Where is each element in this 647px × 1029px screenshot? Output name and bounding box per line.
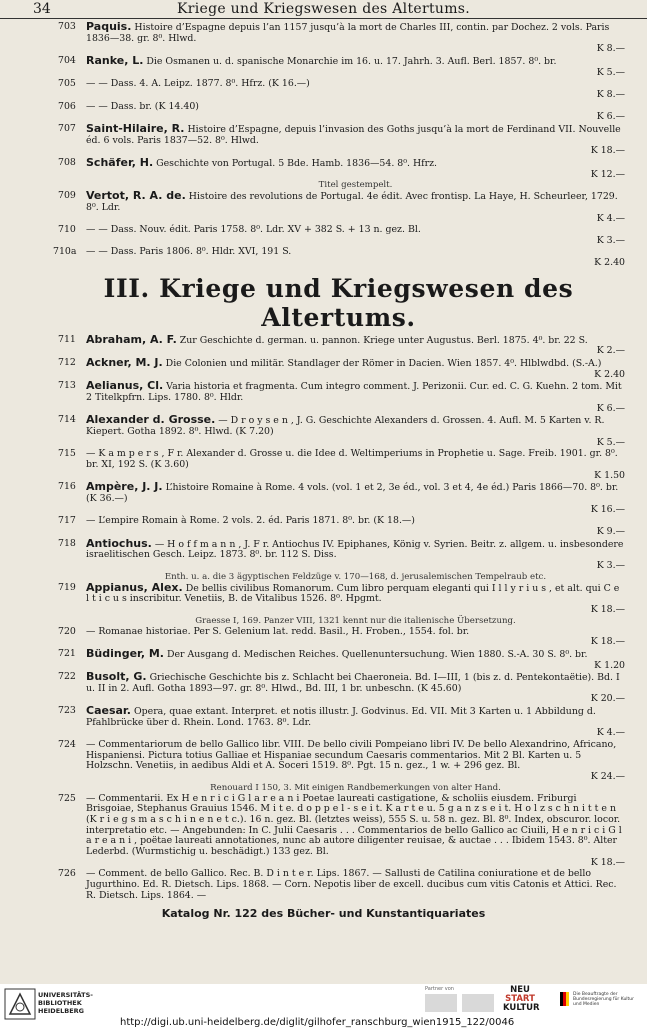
university-seal-icon	[4, 988, 36, 1020]
entry-price: K 2.40	[594, 257, 625, 269]
entry-description: — H o f f m a n n , J. F r. Antiochus IV. Epiphanes, König v. Syrien. Beitr. z. allgem. u. insbesondere israelitischen Gesch. Leipz. 1873. 8⁰. br. 112 S. Diss.	[86, 538, 624, 561]
entry-number: 716	[58, 481, 76, 493]
entry-number: 707	[58, 122, 76, 134]
catalog-entry	[0, 22, 647, 55]
catalog-entry	[0, 121, 647, 157]
entry-description: Der Ausgang d. Medischen Reiches. Quellenuntersuchung. Wien 1880. S.-A. 30 S. 8⁰. br.	[166, 648, 588, 660]
catalog-entry	[0, 672, 647, 705]
entry-description: — Romanae historiae. Per S. Gelenium lat. redd. Basil., H. Froben., 1554. fol. br.	[86, 625, 470, 637]
entry-number: 724	[58, 739, 76, 751]
entry-description: — — Dass. 4. A. Leipz. 1877. 8⁰. Hfrz. (K 16.—)	[86, 78, 310, 90]
entry-price: K 2.—	[596, 345, 625, 357]
entry-author: Busolt, G.	[86, 670, 147, 684]
catalog-entry	[0, 381, 647, 414]
catalog-entry	[0, 247, 647, 268]
entry-price: K 4.—	[596, 727, 625, 739]
catalog-entry	[0, 794, 647, 869]
entry-description: Die Colonien und militär. Standlager der Römer in Dacien. Wien 1857. 4⁰. Hlblwdbd. (S.-A.)	[165, 358, 602, 370]
university-name: UNIVERSITÄTS- BIBLIOTHEK HEIDELBERG	[38, 991, 93, 1015]
entry-price: K 2.40	[594, 368, 625, 380]
entry-number: 710	[58, 224, 76, 236]
section-heading: III. Kriege und Kriegswesen des Altertums.	[103, 273, 574, 332]
entry-description: — — Dass. Nouv. édit. Paris 1758. 8⁰. Ldr. XV + 382 S. + 13 n. gez. Bl.	[86, 224, 421, 236]
entry-price: K 3.—	[596, 559, 625, 571]
catalog-entry	[0, 449, 647, 481]
catalog-entry	[0, 102, 647, 123]
entry-description: Histoire d’Espagne, depuis l’invasion des Goths jusqu’à la mort de Ferdinand VII. Nouvelle éd. 6 vols. Paris 1837—52. 8⁰. Hlwd.	[86, 123, 621, 146]
catalog-entry	[0, 580, 647, 626]
entry-author: Abraham, A. F.	[86, 332, 177, 346]
entry-number: 717	[58, 515, 76, 527]
entry-description: — K a m p e r s , F r. Alexander d. Grosse u. die Idee d. Weltimperiums in Prophetie u. Sage. Freib. 1901. gr. 8⁰. br. XI, 192 S. (K 3.60)	[86, 448, 618, 470]
entry-footnote: Titel gestempelt.	[318, 180, 393, 191]
entry-description: — — Dass. br. (K 14.40)	[86, 100, 199, 112]
entry-number: 714	[58, 414, 76, 426]
entry-price: K 18.—	[590, 145, 625, 157]
entry-description: Varia historia et fragmenta. Cum integro comment. J. Perizonii. Cur. ed. C. G. Kuehn. 2 tom. Mit 2 Titelkpfrn. Lips. 1780. 8⁰. Hldr.	[86, 381, 622, 404]
entry-number: 721	[58, 647, 76, 659]
entry-footnote: Renouard I 150, 3. Mit einigen Randbemerkungen von alter Hand.	[210, 782, 501, 793]
entry-description: — Comment. de bello Gallico. Rec. B. D i n t e r. Lips. 1867. — Sallusti de Catilina coniuratione et de bello Jugurthino. Ed. R. Dietsch. Lips. 1868. — Corn. Nepotis liber de excell. ducibus cum vitis Catonis et Attici. Rec. R. Dietsch. Lips. 1864. —	[86, 868, 617, 901]
entry-author: Caesar.	[86, 704, 131, 718]
catalog-footer: Katalog Nr. 122 des Bücher- und Kunstantiquariates	[161, 907, 486, 920]
entry-price: K 8.—	[596, 43, 625, 55]
entry-number: 704	[58, 54, 76, 66]
entry-author: Ackner, M. J.	[86, 356, 163, 370]
entry-number: 722	[58, 671, 76, 683]
entry-price: K 12.—	[590, 168, 625, 180]
entry-number: 715	[58, 448, 76, 460]
entry-price: K 18.—	[590, 856, 625, 868]
entry-price: K 9.—	[596, 525, 625, 537]
entry-price: K 5.—	[596, 436, 625, 448]
entry-price: K 4.—	[596, 212, 625, 224]
entry-description: — Commentariorum de bello Gallico libr. VIII. De bello civili Pompeiano libri IV. De bello Alexandrino, Africano, Hispaniensi. Pictura totius Galliae et Hispaniae secundum Caesaris commentarios. Mit 2 Bl. Karten u. 5 Holzschn. Venetiis, in aedibus Aldi et A. Soceri 1519. 8⁰. Pgt. 15 n. gez., 1 w. + 296 gez. Bl.	[86, 739, 617, 772]
entry-price: K 1.20	[594, 659, 625, 671]
catalog-entry	[0, 415, 647, 448]
entry-number: 726	[58, 868, 76, 880]
entry-price: K 8.—	[596, 88, 625, 100]
entry-number: 719	[58, 581, 76, 593]
entry-author: Alexander d. Grosse.	[86, 413, 216, 427]
catalog-entry	[0, 646, 647, 671]
catalog-entry	[0, 225, 647, 246]
entry-description: Histoire des revolutions de Portugal. 4e édit. Avec frontisp. La Haye, H. Scheurleer, 1729. 8⁰. Ldr.	[86, 191, 618, 213]
entry-description: Geschichte von Portugal. 5 Bde. Hamb. 1836—54. 8⁰. Hfrz.	[156, 157, 438, 169]
catalog-body	[0, 22, 647, 902]
entry-number: 718	[58, 537, 76, 549]
source-url-link[interactable]: http://digi.ub.uni-heidelberg.de/diglit/gilhofer_ranschburg_wien1915_122/0046	[120, 1017, 515, 1028]
catalog-entry	[0, 482, 647, 515]
entry-footnote: Enth. u. a. die 3 ägyptischen Feldzüge v. 170—168, d. jerusalemischen Tempelraub etc.	[164, 571, 547, 582]
catalog-entry	[0, 155, 647, 191]
entry-description: Opera, quae extant. Interpret. et notis illustr. J. Godvinus. Ed. VII. Mit 3 Karten u. 1 Abbildung d. Pfahlbrücke über d. Rhein. Lond. 1763. 8⁰. Ldr.	[86, 706, 596, 728]
entry-price: K 18.—	[590, 603, 625, 615]
entry-description: — L’empire Romain à Rome. 2 vols. 2. éd. Paris 1871. 8⁰. br. (K 18.—)	[86, 515, 415, 527]
catalog-entry	[0, 53, 647, 78]
entry-number: 712	[58, 357, 76, 369]
entry-price: K 6.—	[596, 402, 625, 414]
entry-footnote: Graesse I, 169. Panzer VIII, 1321 kennt nur die italienische Übersetzung.	[195, 615, 516, 626]
catalog-entry	[0, 79, 647, 100]
partner-label: Partner von	[425, 986, 454, 992]
entry-number: 720	[58, 625, 76, 637]
catalog-entry	[0, 706, 647, 739]
entry-number: 710a	[53, 246, 77, 258]
entry-price: K 1.50	[594, 469, 625, 481]
entry-number: 723	[58, 705, 76, 717]
catalog-entry	[0, 191, 647, 224]
entry-description: De bellis civilibus Romanorum. Cum libro perquam eleganti qui I l l y r i u s , et alt. qui C e l t i c u s inscribitur. Venetiis, B. de Vitalibus 1526. 8⁰. Hpgmt.	[86, 582, 620, 605]
entry-number: 708	[58, 156, 76, 168]
entry-description: Griechische Geschichte bis z. Schlacht bei Chaeroneia. Bd. I—III, 1 (bis z. d. Pentekontaëtie). Bd. I u. II in 2. Aufl. Gotha 1893—97. gr. 8⁰. Hlwd., Bd. III, 1 br. unbeschn. (K 45.60)	[86, 672, 620, 694]
entry-author: Büdinger, M.	[86, 646, 164, 660]
entries-section-three	[0, 332, 647, 902]
entry-price: K 24.—	[590, 771, 625, 783]
entry-author: Saint-Hilaire, R.	[86, 121, 185, 135]
entry-description: Die Osmanen u. d. spanische Monarchie im 16. u. 17. Jahrh. 3. Aufl. Berl. 1857. 8⁰. br.	[146, 55, 557, 67]
neustart-kultur-logo: NEU START KULTUR	[503, 985, 540, 1013]
entry-description: L’histoire Romaine à Rome. 4 vols. (vol. 1 et 2, 3e éd., vol. 3 et 4, 4e éd.) Paris 1866—70. 8⁰. br. (K 36.—)	[86, 482, 619, 504]
entry-author: Paquis.	[86, 20, 132, 33]
entry-description: Zur Geschichte d. german. u. pannon. Kriege unter Augustus. Berl. 1875. 4⁰. br. 22 S.	[179, 334, 588, 346]
entry-price: K 16.—	[590, 503, 625, 515]
running-title: Kriege und Kriegswesen des Altertums.	[176, 1, 471, 17]
entry-author: Appianus, Alex.	[86, 580, 183, 594]
catalog-entry	[0, 536, 647, 582]
entry-number: 709	[58, 190, 76, 202]
entry-author: Ampère, J. J.	[86, 480, 163, 494]
entry-description: — Commentarii. Ex H e n r i c i G l a r e a n i Poetae laureati castigatione, & scholiis eiusdem. Friburgi Brisgoiae, Stephanus Grauius 1546. M i t e. d o p p e l - s e i t. K a r t e u. 5 g a n z s e i t. H o l z s c h n i t t e n (K r i e g s m a s c h i n e n e t c.). 16 n. gez. Bl. (letztes weiss), 555 S. u. 58 n. gez. Bl. 8⁰. Index, obscuror. locor. interpretatio etc. — Angebunden: In C. Julii Caesaris . . . Commentarios de bello Gallico ac Ciuili, H e n r i c i G l a r e a n i , poëtae laureati annotationes, nunc ab autore diligenter reuisae, & auctae . . . Ibidem 1543. 8⁰. Alter Lederbd. (Wurmstichig u. beschädigt.) 133 gez. Bl.	[86, 792, 622, 857]
partner-logo-icon	[462, 994, 494, 1012]
federal-commissioner-label: Die Beauftragte der Bundesregierung für Kultur und Medien	[573, 992, 635, 1007]
entry-author: Schäfer, H.	[86, 155, 154, 169]
entry-number: 713	[58, 380, 76, 392]
entry-author: Vertot, R. A. de.	[86, 189, 186, 203]
entry-author: Antiochus.	[86, 536, 152, 550]
entry-description: Histoire d’Espagne depuis l’an 1157 jusqu’à la mort de Charles III, contin. par Dochez. 2 vols. Paris 1836—38. gr. 8⁰. Hlwd.	[86, 22, 610, 44]
entry-price: K 5.—	[596, 66, 625, 78]
running-header	[0, 0, 647, 19]
entry-author: Aelianus, Cl.	[86, 379, 164, 393]
catalog-entry	[0, 332, 647, 357]
catalog-entry	[0, 627, 647, 648]
entries-previous-section	[0, 22, 647, 269]
entry-price: K 18.—	[590, 636, 625, 648]
entry-number: 725	[58, 792, 76, 804]
entry-number: 706	[58, 100, 76, 112]
entry-number: 711	[58, 333, 76, 345]
entry-description: — — Dass. Paris 1806. 8⁰. Hldr. XVI, 191 S.	[86, 246, 292, 258]
partner-logo-icon	[425, 994, 457, 1012]
federal-eagle-icon	[560, 992, 570, 1006]
entry-price: K 6.—	[596, 111, 625, 123]
catalog-entry	[0, 358, 647, 380]
catalog-entry	[0, 869, 647, 901]
entry-price: K 3.—	[596, 234, 625, 246]
entry-price: K 20.—	[590, 693, 625, 705]
catalog-entry	[0, 740, 647, 793]
entry-number: 703	[58, 21, 76, 32]
entry-number: 705	[58, 78, 76, 90]
catalog-entry	[0, 516, 647, 537]
page-number: 34	[33, 1, 51, 17]
entry-description: — D r o y s e n , J. G. Geschichte Alexanders d. Grossen. 4. Aufl. M. 5 Karten v. R. Kiepert. Gotha 1892. 8⁰. Hlwd. (K 7.20)	[86, 415, 605, 438]
entry-author: Ranke, L.	[86, 53, 144, 67]
